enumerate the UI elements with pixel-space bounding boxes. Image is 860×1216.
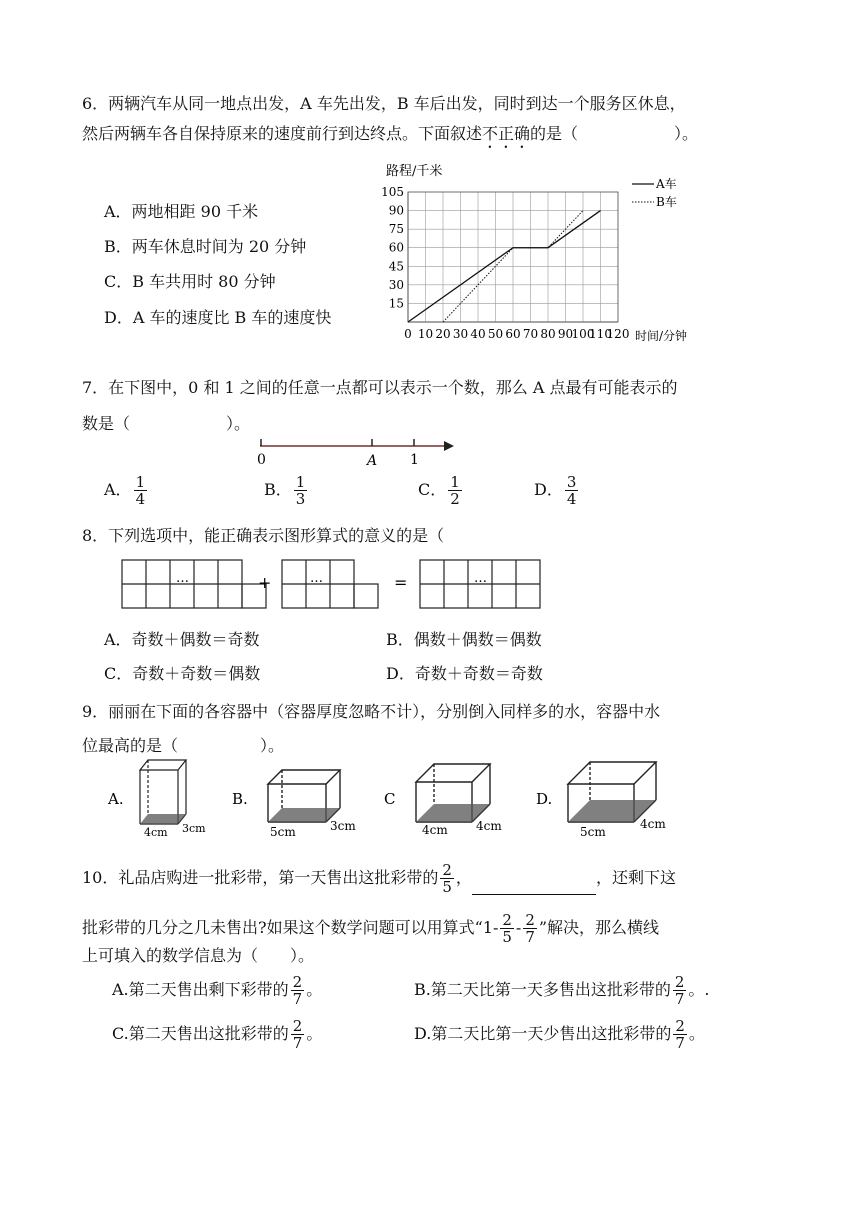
q10-option-text: D.第二天比第一天少售出这批彩带的 (414, 1024, 672, 1043)
q10-option-b[interactable] (414, 974, 710, 1007)
q10-stem-line1 (82, 862, 676, 895)
chart-legend (632, 177, 677, 209)
q10-stem-part: ”解决，那么横线 (538, 918, 660, 937)
ellipsis-right: … (474, 571, 487, 586)
label-zero: 0 (257, 452, 266, 468)
dim-c-width: 4cm (422, 823, 448, 837)
q7-option-d[interactable] (534, 474, 580, 507)
q9-containers (104, 756, 704, 840)
q10-stem-part: ，还剩下这 (595, 868, 676, 887)
q10-stem-line3: 上可填入的数学信息为（ ）。 (82, 946, 315, 965)
q7-stem-line2 (82, 414, 250, 434)
q7-stem-part: ）。 (226, 414, 251, 433)
q10-fill-line[interactable] (472, 878, 596, 895)
container-label-b: B. (232, 790, 248, 808)
y-tick-label: 75 (388, 222, 404, 237)
q8-option-d[interactable]: D．奇数＋奇数＝奇数 (386, 664, 543, 683)
x-tick-label: 110 (589, 327, 612, 341)
q6-stem-part: 然后两辆车各自保持原来的速度前行到达终点。下面叙述 (82, 124, 483, 143)
q7-option-letter: A． (104, 480, 132, 499)
q6-option-d[interactable]: D．A 车的速度比 B 车的速度快 (104, 308, 332, 327)
y-tick-label: 105 (381, 185, 404, 199)
plus-sign: + (258, 573, 272, 592)
x-tick-label: 0 (404, 327, 412, 341)
q7-stem-part: 数是（ (82, 414, 131, 433)
q7-option-letter: D． (534, 480, 563, 499)
q8-option-c[interactable]: C．奇数＋奇数＝偶数 (104, 664, 261, 683)
chart-grid (408, 192, 618, 322)
dim-d-width: 5cm (580, 825, 606, 839)
q10-option-a[interactable] (112, 974, 322, 1007)
container-b (268, 770, 340, 822)
q7-stem-line1: 7．在下图中，0 和 1 之间的任意一点都可以表示一个数，那么 A 点最有可能表示的 (82, 378, 678, 397)
q10-fraction: $\frac{2}{5}$ (442, 861, 452, 896)
x-tick-label: 10 (417, 327, 434, 341)
dim-a-depth: 3cm (182, 822, 206, 835)
q10-option-text: A.第二天售出剩下彩带的 (112, 980, 289, 999)
q8-stem-line1 (82, 526, 540, 546)
label-one: 1 (410, 452, 419, 468)
equals-sign: = (394, 573, 408, 592)
q10-option-end: 。 (306, 1024, 323, 1043)
q10-option-fraction: $\frac{2}{7}$ (292, 1017, 303, 1052)
q7-option-a[interactable] (104, 474, 149, 507)
q10-formula-fraction: $\frac{2}{7}$ (525, 911, 535, 946)
container-c (416, 764, 490, 822)
q10-option-end: 。 (306, 980, 323, 999)
dim-b-width: 5cm (270, 825, 296, 839)
q6-option-b[interactable]: B．两车休息时间为 20 分钟 (104, 237, 307, 256)
q10-option-fraction: $\frac{2}{7}$ (292, 973, 303, 1008)
q6-stem-line2 (82, 124, 698, 152)
label-a: A (367, 453, 378, 469)
q7-option-letter: C． (418, 480, 447, 499)
q10-option-fraction: $\frac{2}{7}$ (675, 1017, 685, 1052)
q9-stem-part: 位最高的是（ (82, 736, 179, 755)
y-tick-label: 90 (388, 203, 404, 218)
q10-stem-part: 10．礼品店购进一批彩带，第一天售出这批彩带的 (82, 868, 439, 887)
q10-option-d[interactable] (414, 1018, 705, 1051)
legend-label-a: A车 (656, 177, 677, 191)
container-label-d: D. (536, 790, 553, 808)
x-axis-label: 时间/分钟 (635, 329, 688, 343)
q6-stem-line1: 6．两辆汽车从同一地点出发，A 车先出发，B 车后出发，同时到达一个服务区休息， (82, 94, 686, 113)
legend-label-b: B车 (656, 195, 677, 209)
x-tick-label: 80 (540, 327, 556, 341)
q10-option-c[interactable] (112, 1018, 322, 1051)
q7-number-line (248, 434, 458, 470)
q8-figure (118, 556, 548, 614)
q7-option-fraction: $\frac{1}{2}$ (450, 473, 460, 508)
q10-stem-line2 (82, 912, 659, 945)
y-tick-label: 60 (388, 240, 404, 255)
q7-option-fraction: $\frac{3}{4}$ (566, 473, 577, 508)
dim-b-depth: 3cm (330, 819, 356, 833)
q8-stem-part: 8．下列选项中，能正确表示图形算式的意义的是（ (82, 526, 445, 545)
q6-chart (370, 160, 715, 350)
q10-option-end: 。 (688, 1024, 705, 1043)
y-tick-label: 30 (388, 277, 404, 292)
container-a (140, 760, 186, 824)
x-tick-label: 20 (435, 327, 451, 341)
q6-option-c[interactable]: C．B 车共用时 80 分钟 (104, 272, 276, 291)
container-label-a: A. (108, 790, 124, 808)
y-tick-label: 45 (388, 259, 404, 274)
x-tick-label: 40 (470, 327, 486, 341)
x-tick-label: 60 (505, 327, 521, 341)
q10-stem-part: 批彩带的几分之几未售出?如果这个数学问题可以用算式“1- (82, 918, 499, 937)
q10-option-fraction: $\frac{2}{7}$ (674, 973, 685, 1008)
q6-stem-part: 的是（ (530, 124, 579, 143)
x-tick-label: 50 (487, 327, 504, 341)
q8-option-a[interactable]: A．奇数＋偶数＝奇数 (104, 630, 260, 649)
x-tick-label: 70 (522, 327, 539, 341)
y-axis-label: 路程/千米 (386, 164, 443, 179)
dim-d-depth: 4cm (640, 817, 666, 831)
chart-ticks (381, 185, 629, 341)
q10-minus: - (515, 918, 522, 937)
x-tick-label: 100 (571, 327, 595, 341)
q8-option-b[interactable]: B．偶数＋偶数＝偶数 (386, 630, 542, 649)
q10-stem-part: ， (455, 868, 472, 887)
q9-stem-part: ）。 (260, 736, 285, 755)
q6-stem-part: ）。 (674, 124, 699, 143)
q7-option-letter: B． (264, 480, 292, 499)
x-tick-label: 90 (557, 327, 574, 341)
q9-stem-line2 (82, 736, 284, 756)
x-tick-label: 120 (606, 327, 630, 341)
q10-option-text: B.第二天比第一天多售出这批彩带的 (414, 980, 671, 999)
dim-c-depth: 4cm (476, 819, 502, 833)
y-tick-label: 15 (388, 296, 404, 311)
q10-option-text: C.第二天售出这批彩带的 (112, 1024, 289, 1043)
x-tick-label: 30 (452, 327, 469, 341)
q7-option-fraction: $\frac{1}{4}$ (135, 473, 146, 508)
q6-option-a[interactable]: A．两地相距 90 千米 (104, 202, 259, 221)
q10-option-end: 。. (688, 980, 710, 999)
q9-stem-line1: 9．丽丽在下面的各容器中（容器厚度忽略不计），分别倒入同样多的水，容器中水 (82, 702, 661, 721)
number-line-arrow (444, 441, 454, 451)
dim-a-width: 4cm (144, 826, 168, 839)
q7-option-fraction: $\frac{1}{3}$ (295, 473, 306, 508)
q6-emphasis: 不正确 (482, 124, 531, 143)
container-d (568, 762, 656, 822)
ellipsis-middle: … (310, 571, 323, 586)
q7-option-b[interactable] (264, 474, 309, 507)
container-label-c: C (384, 790, 396, 808)
q10-formula-fraction: $\frac{2}{5}$ (502, 911, 512, 946)
ellipsis-left: … (176, 571, 189, 586)
q7-option-c[interactable] (418, 474, 464, 507)
